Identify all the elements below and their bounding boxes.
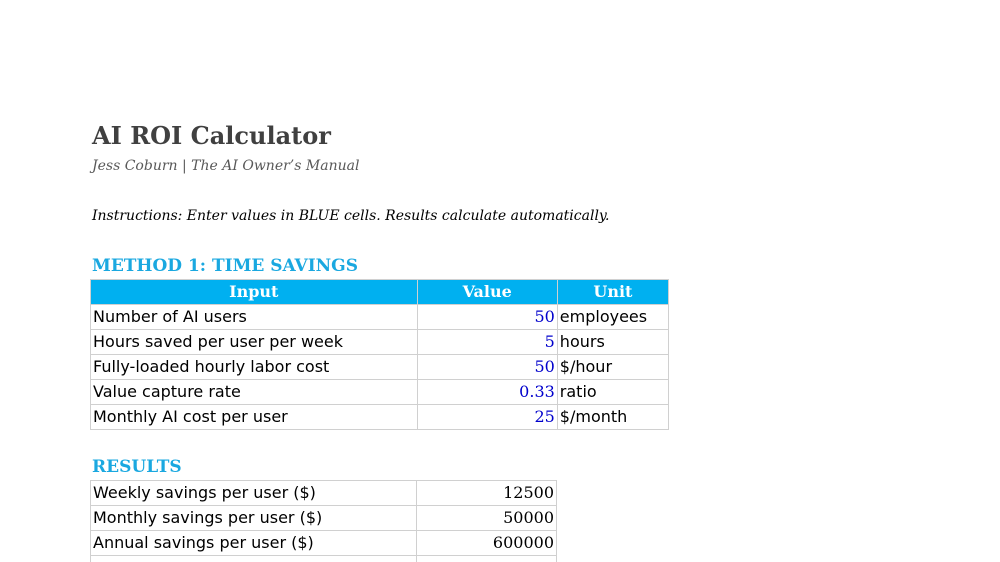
method1-table — [90, 279, 669, 430]
input-value-ai-cost[interactable]: 25 — [417, 405, 557, 430]
unit-ai-users: employees — [557, 305, 668, 330]
unit-ai-cost: $/month — [557, 405, 668, 430]
table-row — [91, 405, 669, 430]
result-label-weekly: Weekly savings per user ($) — [91, 481, 417, 506]
result-label-cutoff — [91, 556, 417, 562]
method1-heading: METHOD 1: TIME SAVINGS — [92, 256, 358, 276]
unit-labor-cost: $/hour — [557, 355, 668, 380]
table-row — [91, 531, 557, 556]
table-row — [91, 355, 669, 380]
header-value: Value — [417, 280, 557, 305]
instructions-text: Instructions: Enter values in BLUE cells. Results calculate automatically. — [92, 208, 610, 224]
header-unit: Unit — [557, 280, 668, 305]
header-input: Input — [91, 280, 418, 305]
table-row — [91, 380, 669, 405]
table-row — [91, 556, 557, 562]
document-subtitle: Jess Coburn | The AI Owner’s Manual — [92, 158, 360, 174]
input-value-labor-cost[interactable]: 50 — [417, 355, 557, 380]
input-label-hours-saved: Hours saved per user per week — [91, 330, 418, 355]
input-label-ai-users: Number of AI users — [91, 305, 418, 330]
unit-hours-saved: hours — [557, 330, 668, 355]
result-value-cutoff — [417, 556, 557, 562]
result-label-monthly: Monthly savings per user ($) — [91, 506, 417, 531]
results-heading: RESULTS — [92, 457, 182, 477]
input-value-ai-users[interactable]: 50 — [417, 305, 557, 330]
results-table — [90, 480, 557, 562]
input-value-hours-saved[interactable]: 5 — [417, 330, 557, 355]
result-value-monthly: 50000 — [417, 506, 557, 531]
result-value-weekly: 12500 — [417, 481, 557, 506]
input-label-capture-rate: Value capture rate — [91, 380, 418, 405]
input-label-ai-cost: Monthly AI cost per user — [91, 405, 418, 430]
result-value-annual: 600000 — [417, 531, 557, 556]
input-label-labor-cost: Fully-loaded hourly labor cost — [91, 355, 418, 380]
document-title: AI ROI Calculator — [92, 121, 331, 150]
table-header-row — [91, 280, 669, 305]
table-row — [91, 305, 669, 330]
table-row — [91, 506, 557, 531]
table-row — [91, 481, 557, 506]
unit-capture-rate: ratio — [557, 380, 668, 405]
result-label-annual: Annual savings per user ($) — [91, 531, 417, 556]
table-row — [91, 330, 669, 355]
input-value-capture-rate[interactable]: 0.33 — [417, 380, 557, 405]
